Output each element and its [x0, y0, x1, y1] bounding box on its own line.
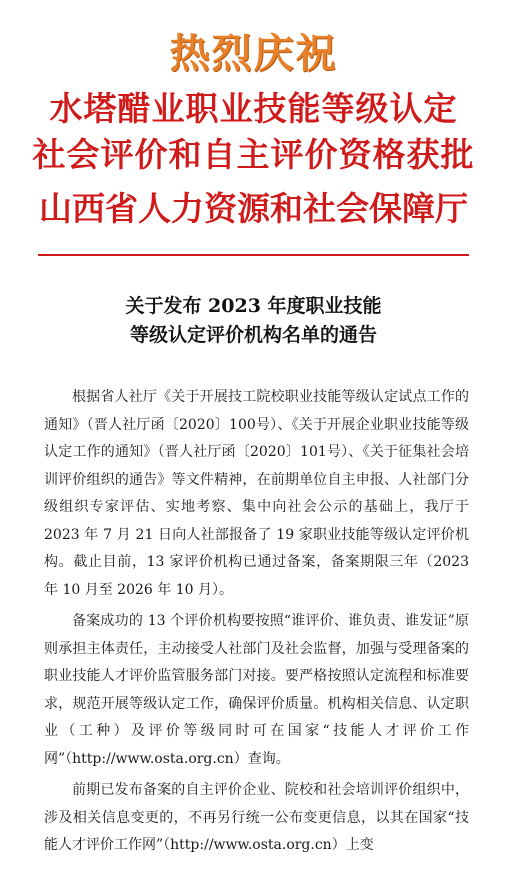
- body-paragraph: 根据省人社厅《关于开展技工院校职业技能等级认定试点工作的通知》（晋人社厅函〔2020〕100号）、《关于开展企业职业技能等级认定工作的通知》（晋人社厅函〔2020〕101号）、《关于征集社会培训评价组织的通告》等文件精神，在前期单位自主申报、人社部门分级组织专家评估、实地考察、集中向社会公示的基础上，我厅于 2023 年 7 月 21 日向人社部报备了 19 家职业技能等级认定评价机构。截止目前，13 家评价机构已通过备案，备案期限三年（2023 年 10 月至 2026 年 10 月）。: [44, 389, 469, 598]
- organization-heading: 水塔醋业职业技能等级认定: [49, 89, 458, 128]
- notice-title-line-2: 等级认定评价机构名单的通告: [129, 324, 377, 346]
- approval-heading: 社会评价和自主评价资格获批: [32, 135, 475, 174]
- notice-title: [0, 292, 507, 350]
- body-paragraph: 备案成功的 13 个评价机构要按照“谁评价、谁负责、谁发证”原则承担主体责任，主动接受人社部门及社会监督，加强与受理备案的职业技能人才评价监管服务部门对接。要严格按照认定流程和标准要求，规范开展等级认定工作，确保评价质量。机构相关信息、认定职业（工种）及评价等级同时可在国家“技能人才评价工作网”（http://www.osta.org.cn）查询。: [44, 613, 469, 767]
- notice-body: [44, 384, 469, 860]
- body-paragraph: 前期已发布备案的自主评价企业、院校和社会培训评价组织中，涉及相关信息变更的，不再另行统一公布变更信息，以其在国家“技能人才评价工作网”（http://www.osta.org.cn）上变: [44, 782, 469, 853]
- celebrate-heading: 热烈庆祝: [169, 31, 338, 77]
- notice-title-line-1: 关于发布 2023 年度职业技能: [125, 295, 382, 317]
- celebration-banner: [0, 28, 507, 234]
- department-heading: 山西省人力资源和社会保障厅: [39, 189, 468, 228]
- red-divider: [38, 254, 469, 256]
